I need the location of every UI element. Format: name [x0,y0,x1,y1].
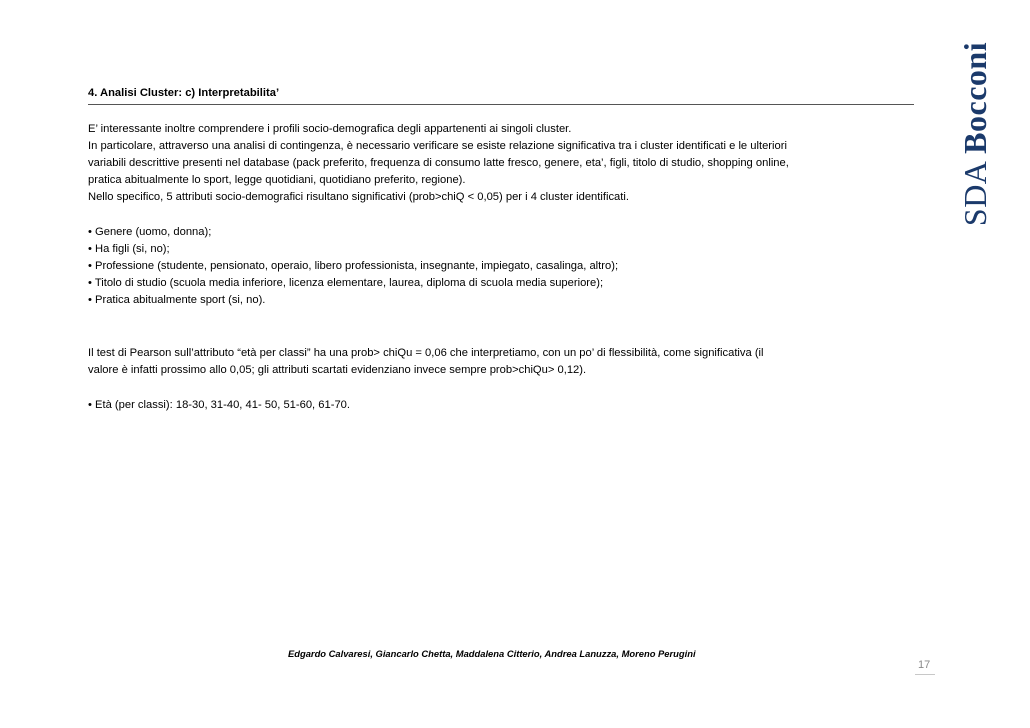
slide-title: 4. Analisi Cluster: c) Interpretabilita’ [88,87,280,99]
intro-line-2: In particolare, attraverso una analisi di contingenza, è necessario verificare se esiste relazione significativa tra i cluster identificati e le ulteriori [88,140,787,152]
page-number-underline [915,674,935,675]
intro-line-3: variabili descrittive presenti nel database (pack preferito, frequenza di consumo latte fresco, genere, eta’, figli, titolo di studio, shopping online, [88,157,789,169]
attribute-item-professione: • Professione (studente, pensionato, operaio, libero professionista, insegnante, impiegato, casalinga, altro); [88,260,619,272]
title-divider [88,104,914,105]
logo-name: Bocconi [957,41,993,154]
footer-authors: Edgardo Calvaresi, Giancarlo Chetta, Maddalena Citterio, Andrea Lanuzza, Moreno Perugini [288,648,696,659]
logo-text [959,42,991,226]
pearson-line-1: Il test di Pearson sull’attributo “età per classi” ha una prob> chiQu = 0,06 che interpretiamo, con un po’ di flessibilità, come significativa (il [88,347,764,359]
logo-prefix: SDA [957,162,993,227]
attribute-item-titolo-studio: • Titolo di studio (scuola media inferiore, licenza elementare, laurea, diploma di scuola media superiore); [88,277,604,289]
attribute-item-figli: • Ha figli (si, no); [88,243,170,255]
pearson-line-2: valore è infatti prossimo allo 0,05; gli attributi scartati evidenziano invece sempre prob>chiQu> 0,12). [88,364,587,376]
intro-line-5: Nello specifico, 5 attributi socio-demografici risultano significativi (prob>chiQ < 0,05) per i 4 cluster identificati. [88,191,629,203]
attribute-item-sport: • Pratica abitualmente sport (si, no). [88,294,266,306]
intro-line-1: E’ interessante inoltre comprendere i profili socio-demografica degli appartenenti ai singoli cluster. [88,123,572,135]
intro-line-4: pratica abitualmente lo sport, legge quotidiani, quotidiano preferito, regione). [88,174,466,186]
age-classes-item: • Età (per classi): 18-30, 31-40, 41- 50, 51-60, 61-70. [88,399,350,411]
page-number: 17 [918,659,931,671]
attribute-item-genere: • Genere (uomo, donna); [88,226,212,238]
sda-bocconi-logo [955,38,995,230]
